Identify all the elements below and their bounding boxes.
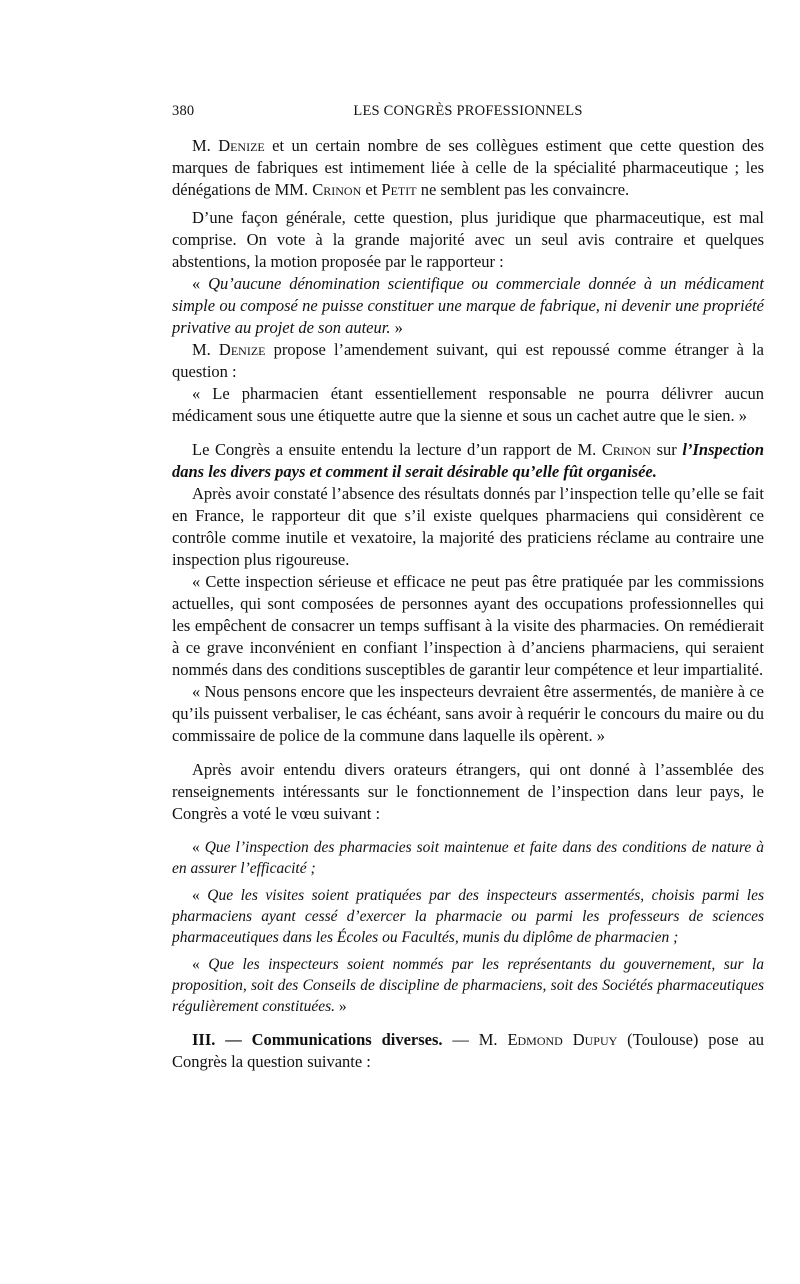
paragraph-vote: D’une façon générale, cette question, plus juridique que pharmaceutique, est mal comprise. On vote à la grande majorité avec un seul avis contraire et quelques abstentions, la motion proposée par le rapporteur : xyxy=(172,208,764,271)
running-title: LES CONGRÈS PROFESSIONNELS xyxy=(353,103,583,119)
speaker-name: Petit xyxy=(381,180,417,199)
speaker-name: Crinon xyxy=(312,180,362,199)
vow-item: « Que les visites soient pratiquées par des inspecteurs assermentés, choisis parmi les pharmaciens ayant cessé d’exercer la pharmacie ou parmi les professeurs de sciences pharmaceutiques dans les Écoles ou Facultés, munis du diplôme de pharmacien ; xyxy=(172,887,765,946)
speaker-name: M. Crinon xyxy=(577,440,651,459)
vow-item: « Que l’inspection des pharmacies soit maintenue et faite dans des conditions de nature à en assurer l’efficacité ; xyxy=(172,839,764,877)
speaker-name: Edmond Dupuy xyxy=(507,1030,618,1049)
vow-item: « Que les inspecteurs soient nommés par les représentants du gouvernement, sur la proposition, soit des Conseils de discipline de pharmaciens, soit des Sociétés pharmaceutiques régulièrement constituées. » xyxy=(172,956,765,1015)
body-text xyxy=(172,135,764,1073)
motion-text: Qu’aucune dénomination scientifique ou commerciale donnée à un médicament simple ou composé ne puisse constituer une marque de fabrique, ni devenir une propriété privative au projet de son auteur. xyxy=(172,274,764,337)
page-number: 380 xyxy=(172,103,195,119)
speaker-name: M. Denize xyxy=(192,136,265,155)
paragraph-inspection-quote: « Cette inspection sérieuse et efficace ne peut pas être pratiquée par les commissions actuelles, qui sont composées de personnes ayant des occupations professionnelles qui les empêchent de consacrer un temps suffisant à la visite des pharmacies. On remédierait à ce grave inconvénient en confiant l’inspection à d’anciens pharmaciens, qui seraient nommés dans des conditions susceptibles de garantir leur compétence et leur impartialité. xyxy=(172,572,764,679)
report-title: l’Inspection dans les divers pays et comment il serait désirable qu’elle fût organisée. xyxy=(172,440,764,481)
paragraph-report-summary: Après avoir constaté l’absence des résultats donnés par l’inspection telle qu’elle se fait en France, le rapporteur dit que s’il existe quelques pharmaciens qui considèrent ce contrôle comme inutile et vexatoire, la majorité des praticiens réclame au contraire une inspection plus rigoureuse. xyxy=(172,484,764,569)
paragraph-amendment-quote: « Le pharmacien étant essentiellement responsable ne pourra délivrer aucun médicament sous une étiquette autre que la sienne et sous un cachet autre que le sien. » xyxy=(172,384,764,425)
paragraph-inspectors-quote: « Nous pensons encore que les inspecteurs devraient être assermentés, de manière à ce qu’ils puissent verbaliser, le cas échéant, sans avoir à requérir le concours du maire ou du commissaire de police de la commune dans laquelle ils opèrent. » xyxy=(172,682,764,745)
section-communications: III. — Communications diverses. — M. Edmond Dupuy (Toulouse) pose au Congrès la question suivante : xyxy=(172,1030,764,1071)
section-heading: III. — Communications diverses. xyxy=(192,1030,443,1049)
speaker-name: M. Denize xyxy=(192,340,266,359)
running-head xyxy=(172,100,764,122)
paragraph-report-intro: Le Congrès a ensuite entendu la lecture d’un rapport de M. Crinon sur l’Inspection dans les divers pays et comment il serait désirable qu’elle fût organisée. xyxy=(172,440,764,481)
paragraph-motion: « Qu’aucune dénomination scientifique ou commerciale donnée à un médicament simple ou composé ne puisse constituer une marque de fabrique, ni devenir une propriété privative au projet de son auteur. » xyxy=(172,274,764,337)
paragraph-denize-opinion: M. Denize et un certain nombre de ses collègues estiment que cette question des marques de fabriques est intimement liée à celle de la spécialité pharmaceutique ; les dénégations de MM. Crinon et Petit ne semblent pas les convaincre. xyxy=(172,136,764,199)
paragraph-foreign-speakers: Après avoir entendu divers orateurs étrangers, qui ont donné à l’assemblée des renseignements intéressants sur le fonctionnement de l’inspection dans leur pays, le Congrès a voté le vœu suivant : xyxy=(172,760,764,823)
paragraph-amendment: M. Denize propose l’amendement suivant, qui est repoussé comme étranger à la question : xyxy=(172,340,764,381)
